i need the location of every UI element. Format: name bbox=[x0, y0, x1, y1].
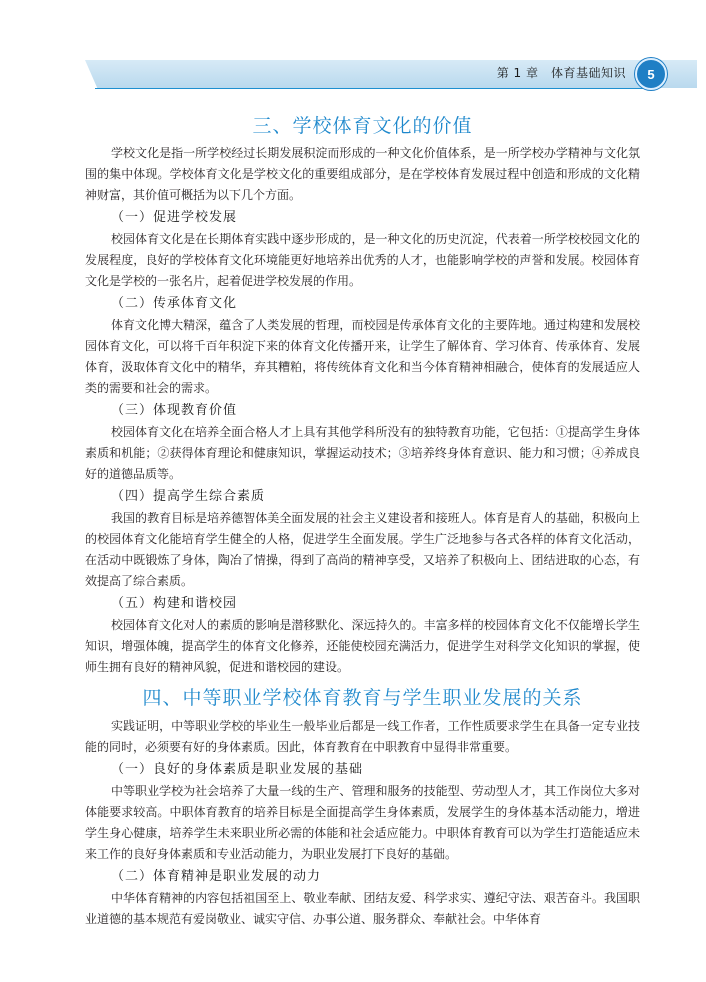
subsection-heading: （一）良好的身体素质是职业发展的基础 bbox=[111, 762, 364, 777]
subsection-heading: （一）促进学校发展 bbox=[111, 210, 238, 225]
subsection-heading: （三）体现教育价值 bbox=[111, 403, 238, 418]
paragraph: 校园体育文化在培养全面合格人才上具有其他学科所没有的独特教育功能，它包括：①提高学生身体素质和机能；②获得体育理论和健康知识，掌握运动技术；③培养终身体育意识、能力和习惯；④养成良好的道德品质等。 bbox=[85, 425, 640, 481]
paragraph: 我国的教育目标是培养德智体美全面发展的社会主义建设者和接班人。体育是育人的基础，积极向上的校园体育文化能培育学生健全的人格，促进学生全面发展。学生广泛地参与各式各样的体育文化活动，在活动中既锻炼了身体，陶冶了情操，得到了高尚的精神享受，又培养了积极向上、团结进取的心态，有效提高了综合素质。 bbox=[85, 511, 640, 588]
running-header: 第 1 章 体育基础知识 bbox=[496, 66, 626, 80]
paragraph: 校园体育文化是在长期体育实践中逐步形成的，是一种文化的历史沉淀，代表着一所学校校园文化的发展程度，良好的学校体育文化环境能更好地培养出优秀的人才，也能影响学校的声誉和发展。校园体育文化是学校的一张名片，起着促进学校发展的作用。 bbox=[85, 232, 640, 288]
paragraph: 校园体育文化对人的素质的影响是潜移默化、深远持久的。丰富多样的校园体育文化不仅能增长学生知识，增强体魄，提高学生的体育文化修养，还能使校园充满活力，促进学生对科学文化知识的掌握，使师生拥有良好的精神风貌，促进和谐校园的建设。 bbox=[85, 618, 640, 674]
section-title: 三、学校体育文化的价值 bbox=[252, 115, 473, 137]
page-number-badge: 5 bbox=[635, 58, 667, 90]
paragraph: 中华体育精神的内容包括祖国至上、敬业奉献、团结友爱、科学求实、遵纪守法、艰苦奋斗。我国职业道德的基本规范有爱岗敬业、诚实守信、办事公道、服务群众、奉献社会。中华体育 bbox=[85, 891, 640, 926]
section-title: 四、中等职业学校体育教育与学生职业发展的关系 bbox=[142, 687, 583, 709]
paragraph: 体育文化博大精深，蕴含了人类发展的哲理，而校园是传承体育文化的主要阵地。通过构建和发展校园体育文化，可以将千百年积淀下来的体育文化传播开来，让学生了解体育、学习体育、传承体育、发展体育，汲取体育文化中的精华，弃其糟粕，将传统体育文化和当今体育精神相融合，使体育的发展适应人类的需要和社会的需求。 bbox=[85, 318, 640, 395]
subsection-heading: （五）构建和谐校园 bbox=[111, 596, 238, 611]
section-intro: 实践证明，中等职业学校的毕业生一般毕业后都是一线工作者，工作性质要求学生在具备一定专业技能的同时，必须要有好的身体素质。因此，体育教育在中职教育中显得非常重要。 bbox=[85, 719, 640, 754]
page-body bbox=[85, 112, 640, 930]
section-intro: 学校文化是指一所学校经过长期发展积淀而形成的一种文化价值体系，是一所学校办学精神与文化氛围的集中体现。学校体育文化是学校文化的重要组成部分，是在学校体育发展过程中创造和形成的文化精神财富，其价值可概括为以下几个方面。 bbox=[85, 146, 640, 202]
subsection-heading: （四）提高学生综合素质 bbox=[111, 489, 266, 504]
subsection-heading: （二）体育精神是职业发展的动力 bbox=[111, 869, 322, 884]
subsection-heading: （二）传承体育文化 bbox=[111, 296, 238, 311]
header-rule bbox=[95, 88, 655, 89]
paragraph: 中等职业学校为社会培养了大量一线的生产、管理和服务的技能型、劳动型人才，其工作岗位大多对体能要求较高。中职体育教育的培养目标是全面提高学生身体素质，发展学生的身体基本活动能力，增进学生身心健康，培养学生未来职业所必需的体能和社会适应能力。中职体育教育可以为学生打造能适应未来工作的良好身体素质和专业活动能力，为职业发展打下良好的基础。 bbox=[85, 784, 640, 861]
